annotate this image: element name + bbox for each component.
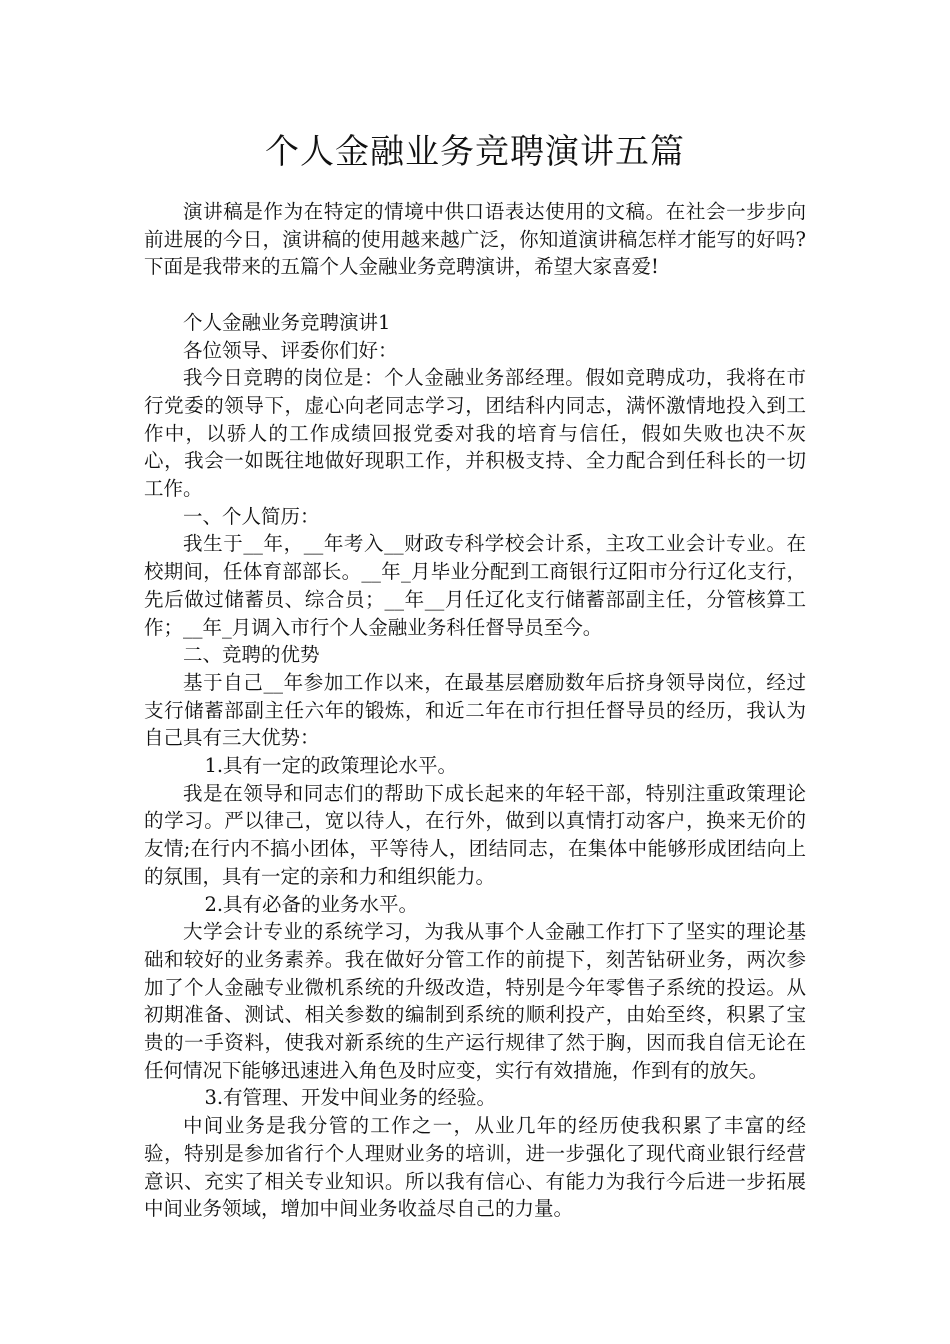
section-heading: 二、竞聘的优势 bbox=[183, 643, 320, 667]
numbered-heading: 3.有管理、开发中间业务的经验。 bbox=[204, 1086, 497, 1110]
numbered-heading: 2.具有必备的业务水平。 bbox=[204, 892, 419, 916]
numbered-heading: 1.具有一定的政策理论水平。 bbox=[204, 754, 458, 778]
section-heading: 一、个人简历： bbox=[183, 504, 320, 528]
document-body bbox=[144, 198, 806, 1223]
body-paragraph: 大学会计专业的系统学习，为我从事个人金融工作打下了坚实的理论基础和较好的业务素养。我在做好分管工作的前提下，刻苦钻研业务，两次参加了个人金融专业微机系统的升级改造，特别是今年零售子系统的投运。从初期准备、测试、相关参数的编制到系统的顺利投产，由始至终，积累了宝贵的一手资料，使我对新系统的生产运行规律了然于胸，因而我自信无论在任何情况下能够迅速进入角色及时应变，实行有效措施，作到有的放矢。 bbox=[144, 920, 806, 1082]
intro-paragraph: 演讲稿是作为在特定的情境中供口语表达使用的文稿。在社会一步步向前进展的今日，演讲稿的使用越来越广泛，你知道演讲稿怎样才能写的好吗?下面是我带来的五篇个人金融业务竞聘演讲，希望大家喜爱! bbox=[144, 200, 806, 279]
body-paragraph: 基于自己__年参加工作以来，在最基层磨励数年后挤身领导岗位，经过支行储蓄部副主任六年的锻炼，和近二年在市行担任督导员的经历，我认为自己具有三大优势： bbox=[144, 670, 806, 750]
body-paragraph: 我今日竞聘的岗位是：个人金融业务部经理。假如竞聘成功，我将在市行党委的领导下，虚心向老同志学习，团结科内同志，满怀激情地投入到工作中，以骄人的工作成绩回报党委对我的培育与信任，假如失败也决不灰心，我会一如既往地做好现职工作，并积极支持、全力配合到任科长的一切工作。 bbox=[144, 366, 806, 501]
speech-heading: 个人金融业务竞聘演讲1 bbox=[183, 310, 391, 334]
salutation: 各位领导、评委你们好： bbox=[183, 338, 398, 362]
document-title: 个人金融业务竞聘演讲五篇 bbox=[265, 132, 685, 172]
body-paragraph: 我是在领导和同志们的帮助下成长起来的年轻干部，特别注重政策理论的学习。严以律己，宽以待人，在行外，做到以真情打动客户，换来无价的友情;在行内不搞小团体，平等待人，团结同志，在集体中能够形成团结向上的氛围，具有一定的亲和力和组织能力。 bbox=[144, 781, 806, 888]
body-paragraph: 我生于__年，__年考入__财政专科学校会计系，主攻工业会计专业。在校期间，任体育部部长。__年_月毕业分配到工商银行辽阳市分行辽化支行，先后做过储蓄员、综合员；__年__月任辽化支行储蓄部副主任，分管核算工作；__年_月调入市行个人金融业务科任督导员至今。 bbox=[144, 532, 806, 639]
body-paragraph: 中间业务是我分管的工作之一，从业几年的经历使我积累了丰富的经验，特别是参加省行个人理财业务的培训，进一步强化了现代商业银行经营意识、充实了相关专业知识。所以我有信心、有能力为我行今后进一步拓展中间业务领域，增加中间业务收益尽自己的力量。 bbox=[144, 1114, 806, 1221]
